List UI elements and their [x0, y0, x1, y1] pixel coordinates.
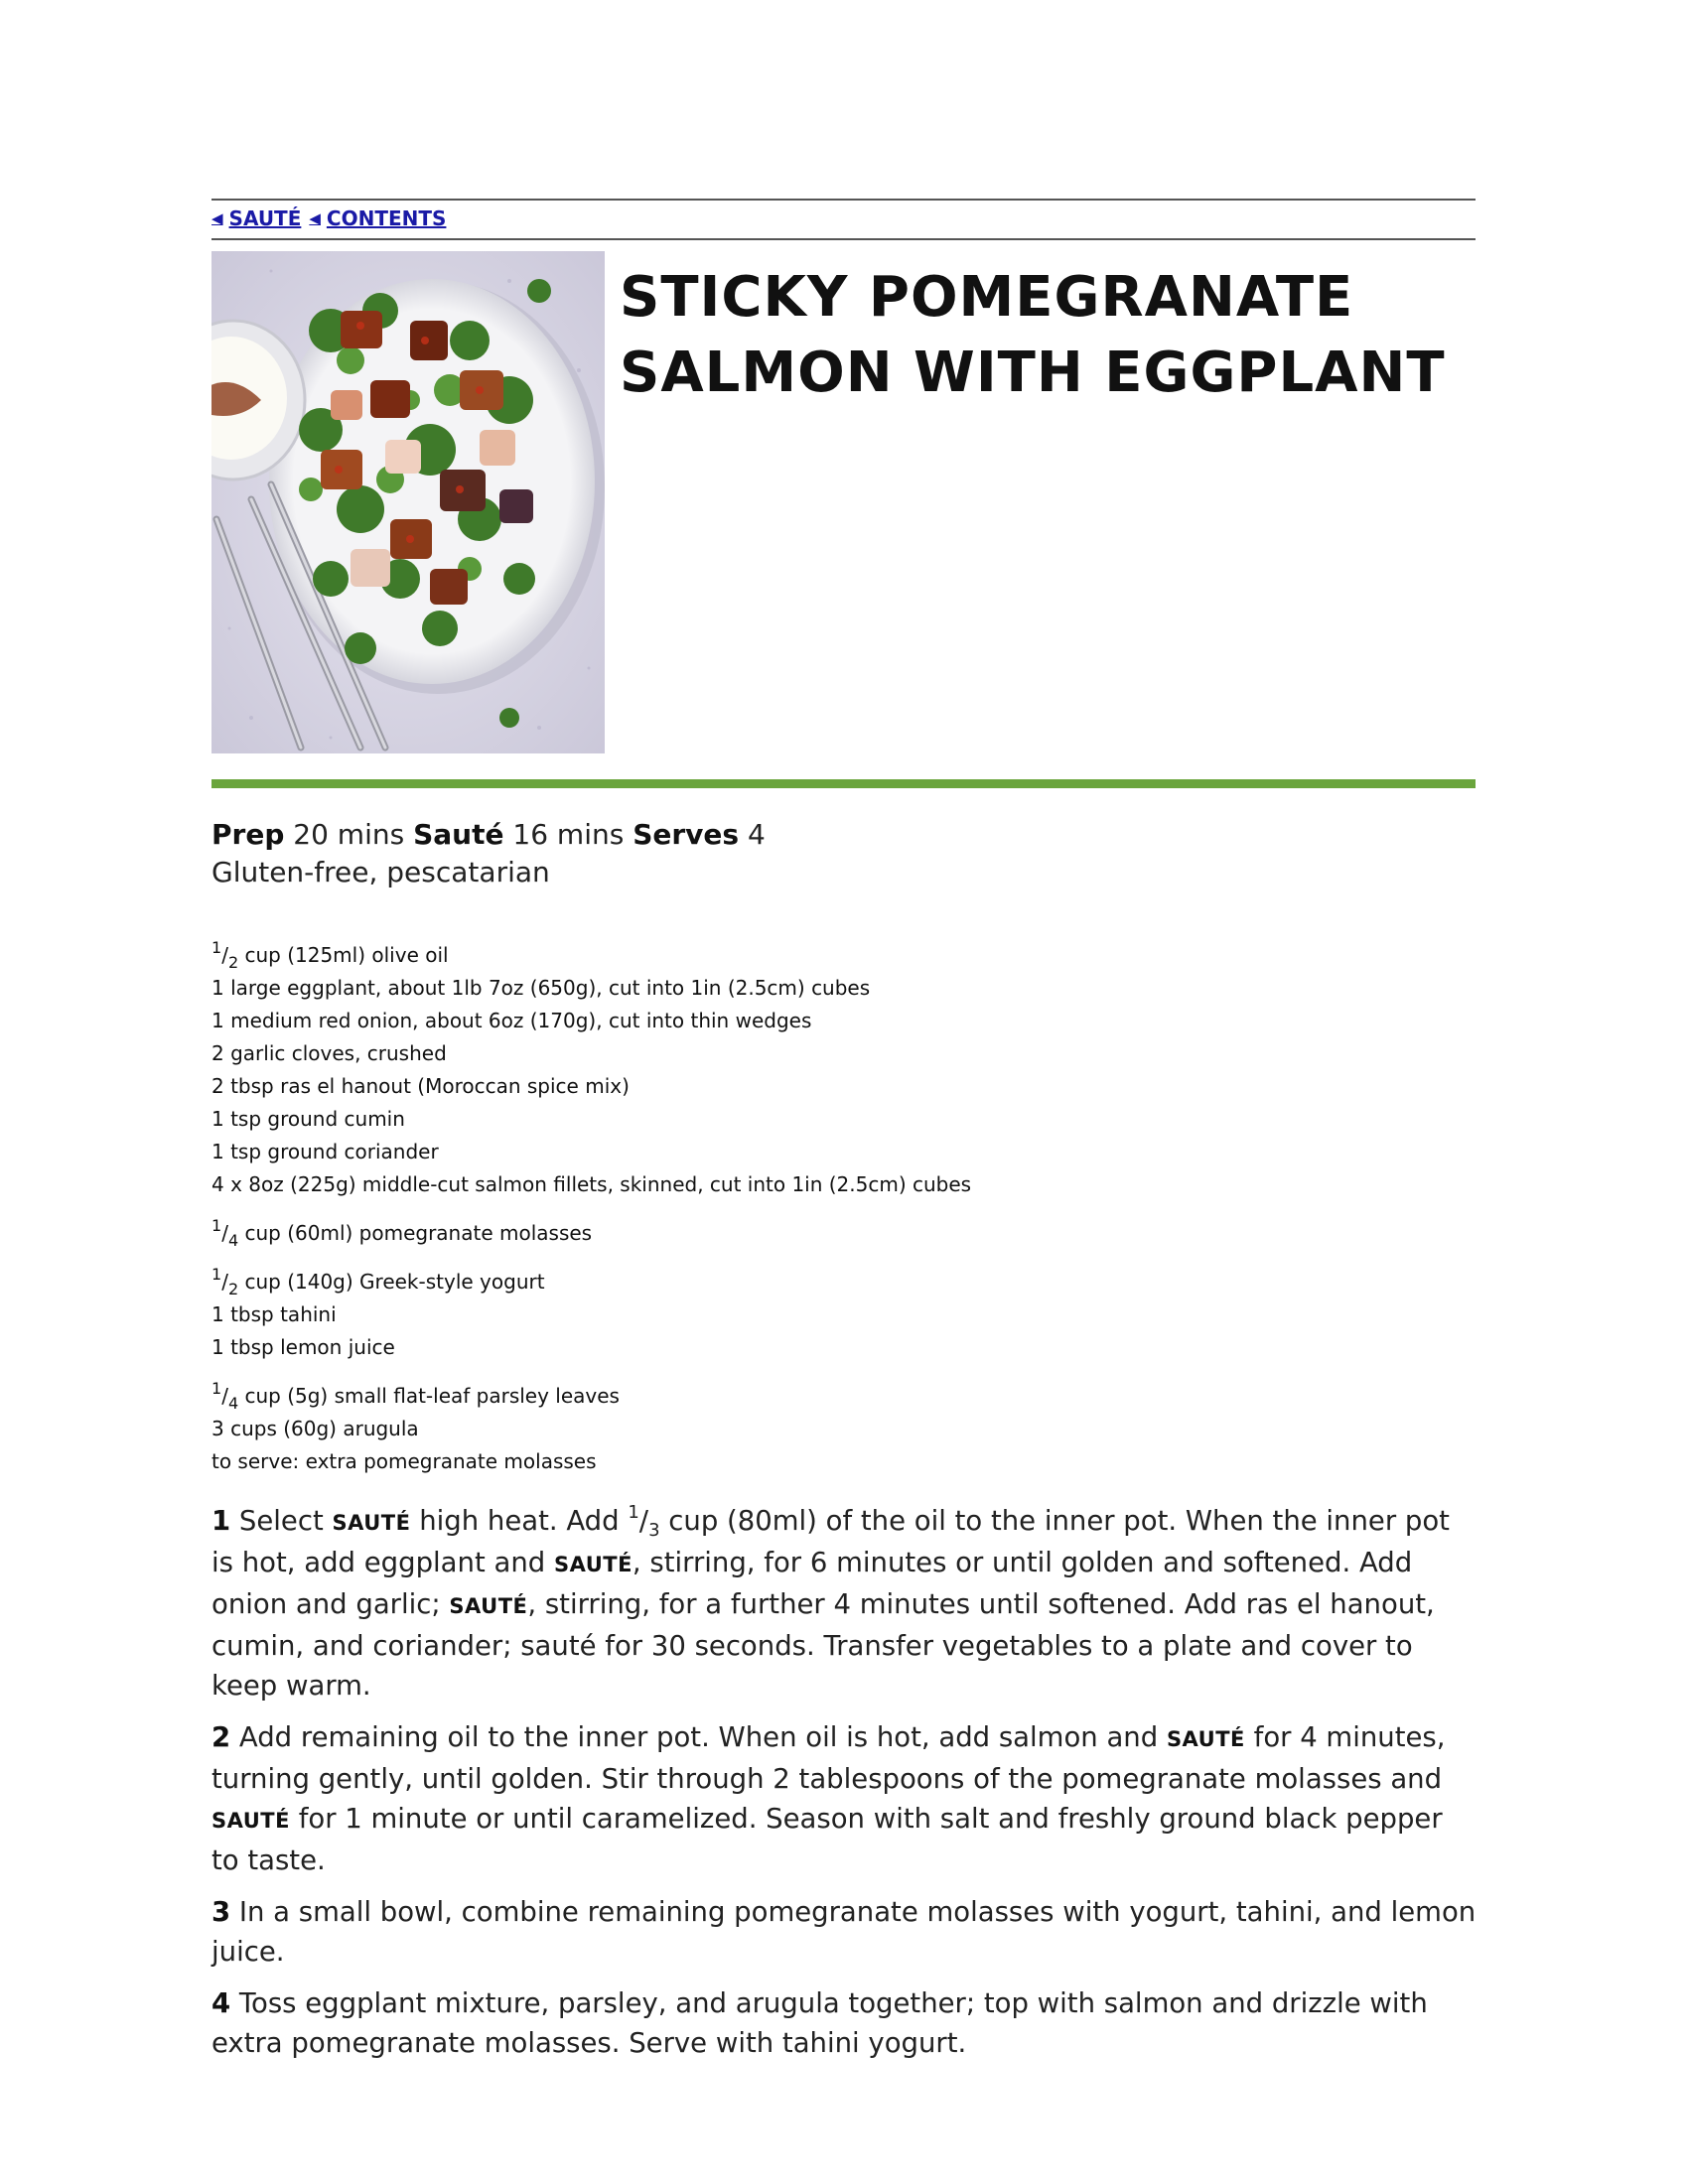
- step-text: high heat. Add: [419, 1505, 620, 1537]
- method-steps: [211, 1501, 1477, 2075]
- ingredient-item: 1 tbsp lemon juice: [211, 1335, 395, 1359]
- prep-value: 20 mins: [293, 818, 405, 851]
- recipe-photo: [211, 251, 605, 753]
- ingredient-item: $^1/_2$ cup (140g) Greek-style yogurt: [211, 1265, 545, 1298]
- step-text: Toss eggplant mixture, parsley, and arugula together; top with salmon and drizzle with extra pomegranate molasses. Serve with tahini yogurt.: [211, 1987, 1428, 2059]
- ingredient-item: 1 tsp ground coriander: [211, 1140, 439, 1163]
- ingredient-item: $^1/_4$ cup (60ml) pomegranate molasses: [211, 1216, 593, 1250]
- ingredient-text: cup (5g) small flat-leaf parsley leaves: [244, 1384, 620, 1408]
- title-line-1: STICKY POMEGRANATE: [620, 265, 1354, 330]
- step-number: 1: [211, 1505, 231, 1537]
- step-text: Add remaining oil to the inner pot. When oil is hot, add salmon and: [238, 1721, 1159, 1753]
- ingredient-item: 2 tbsp ras el hanout (Moroccan spice mix): [211, 1074, 630, 1098]
- fraction-denominator: 3: [648, 1520, 660, 1541]
- contents-link[interactable]: [309, 206, 446, 230]
- recipe-meta: [211, 816, 766, 891]
- step-text: Select: [238, 1505, 324, 1537]
- ingredient-item: $^1/_2$ cup (125ml) olive oil: [211, 938, 449, 972]
- diet-info: Gluten-free, pescatarian: [211, 856, 550, 888]
- fraction-denominator: 4: [227, 1231, 239, 1250]
- step-number: 4: [211, 1987, 231, 2019]
- fraction-numerator: 1: [211, 1265, 222, 1284]
- serves-value: 4: [748, 818, 766, 851]
- top-rule: [211, 199, 1476, 201]
- ingredient-item: 4 x 8oz (225g) middle-cut salmon fillets, skinned, cut into 1in (2.5cm) cubes: [211, 1172, 972, 1196]
- step-text: In a small bowl, combine remaining pomegranate molasses with yogurt, tahini, and lemon juice.: [211, 1896, 1477, 1968]
- fraction-denominator: 4: [227, 1394, 239, 1413]
- ingredient-list: [211, 923, 1403, 1478]
- fraction-numerator: 1: [211, 1379, 222, 1398]
- triangle-left-icon: ◀: [309, 209, 321, 227]
- step-number: 2: [211, 1721, 231, 1753]
- saute-link[interactable]: [211, 206, 301, 230]
- serves-label: Serves: [633, 818, 740, 851]
- step-number: 3: [211, 1896, 231, 1928]
- saute-keyword: SAUTÉ: [553, 1553, 633, 1576]
- saute-link-label: SAUTÉ: [228, 206, 302, 230]
- ingredient-item: 1 large eggplant, about 1lb 7oz (650g), cut into 1in (2.5cm) cubes: [211, 976, 871, 1000]
- ingredient-item: 2 garlic cloves, crushed: [211, 1041, 447, 1065]
- step-text: , stirring, for a further 4 minutes until softened. Add ras el hanout, cumin, and coriander; sauté for 30 seconds. Transfer vegetables to a plate and cover to keep warm.: [211, 1588, 1435, 1702]
- triangle-left-icon: ◀: [211, 209, 223, 227]
- fraction-denominator: 2: [227, 953, 239, 972]
- method-step: [211, 1717, 1477, 1880]
- saute-keyword: SAUTÉ: [1166, 1727, 1245, 1751]
- ingredient-item: 3 cups (60g) arugula: [211, 1417, 419, 1440]
- method-step: 1 Select SAUTÉ high heat. Add $^1/_3$ cup (80ml) of the oil to the inner pot. When the inner pot is hot, add eggplant and SAUTÉ, stirring, for 6 minutes or until golden and softened. Add onion and garlic; SAUTÉ, stirring, for a further 4 minutes until softened. Add ras el hanout, cumin, and coriander; sauté for 30 seconds. Transfer vegetables to a plate and cover to keep warm.: [211, 1502, 1450, 1702]
- title-line-2: SALMON WITH EGGPLANT: [620, 341, 1446, 405]
- fraction-numerator: 1: [211, 1216, 222, 1235]
- ingredient-item: 1 tbsp tahini: [211, 1302, 337, 1326]
- fraction-denominator: 2: [227, 1280, 239, 1298]
- saute-time-label: Sauté: [413, 818, 504, 851]
- contents-link-label: CONTENTS: [326, 206, 447, 230]
- breadcrumb: [211, 205, 446, 232]
- saute-keyword: SAUTÉ: [332, 1511, 411, 1535]
- recipe-title: [620, 260, 1474, 411]
- ingredient-item: 1 medium red onion, about 6oz (170g), cut into thin wedges: [211, 1009, 812, 1032]
- step-text: , stirring, for 6 minutes or until golden and softened. Add onion and garlic;: [211, 1547, 1413, 1620]
- prep-label: Prep: [211, 818, 285, 851]
- saute-keyword: SAUTÉ: [449, 1594, 528, 1618]
- ingredient-text: cup (125ml) olive oil: [244, 943, 449, 967]
- saute-time-value: 16 mins: [512, 818, 625, 851]
- step-text: for 1 minute or until caramelized. Season with salt and freshly ground black pepper to taste.: [211, 1803, 1443, 1876]
- ingredient-item: $^1/_4$ cup (5g) small flat-leaf parsley leaves: [211, 1379, 620, 1413]
- ingredient-item: to serve: extra pomegranate molasses: [211, 1449, 597, 1473]
- nav-bottom-rule: [211, 238, 1476, 240]
- fraction-numerator: 1: [211, 938, 222, 957]
- fraction-numerator: 1: [628, 1502, 639, 1523]
- step-text: for 4 minutes, turning gently, until golden. Stir through 2 tablespoons of the pomegranate molasses and: [211, 1721, 1446, 1795]
- step-text: cup (80ml) of the oil to the inner pot. When the inner pot is hot, add eggplant and: [211, 1505, 1450, 1578]
- ingredient-text: cup (60ml) pomegranate molasses: [244, 1221, 593, 1245]
- method-step: [211, 1892, 1477, 1972]
- ingredient-text: cup (140g) Greek-style yogurt: [244, 1270, 545, 1294]
- ingredient-item: 1 tsp ground cumin: [211, 1107, 405, 1131]
- method-step: [211, 1983, 1477, 2063]
- accent-bar: [211, 779, 1476, 788]
- saute-keyword: SAUTÉ: [211, 1809, 290, 1833]
